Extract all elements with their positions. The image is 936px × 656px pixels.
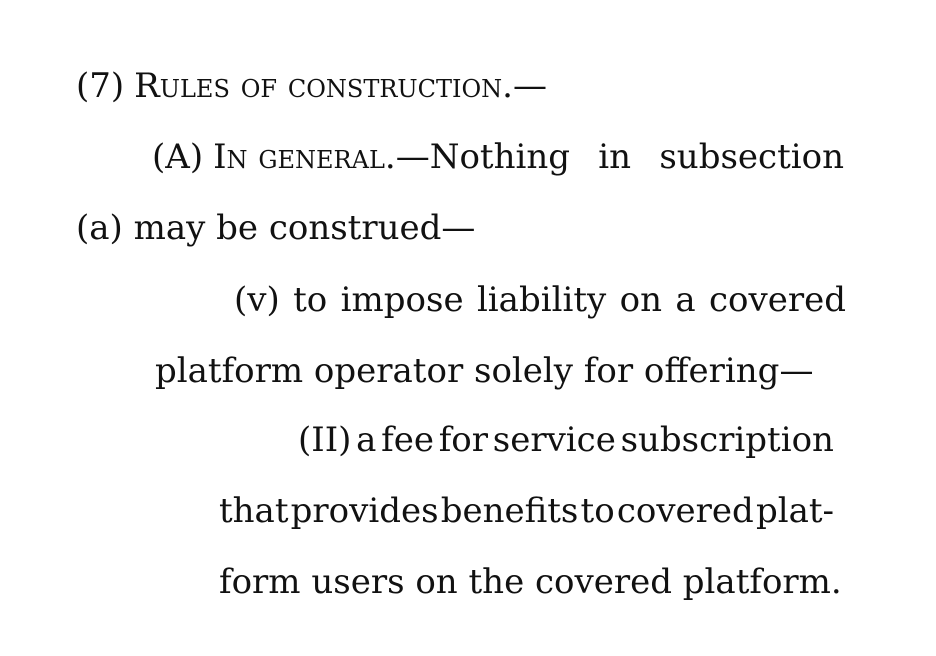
paragraph-7-line	[76, 66, 547, 106]
clause-number: (v)	[234, 280, 280, 320]
word: that	[219, 491, 289, 531]
subparagraph-heading: In general.—	[213, 137, 430, 177]
subparagraph-lead	[152, 137, 570, 177]
word: in	[598, 137, 632, 177]
word: to	[580, 491, 615, 531]
clause-v-line-1	[234, 280, 846, 320]
word: covered	[616, 491, 754, 531]
word: service	[492, 420, 616, 460]
word: fee	[381, 420, 434, 460]
subclause-number: (II)	[298, 420, 352, 460]
word: a	[356, 420, 377, 460]
word: provides	[290, 491, 439, 531]
word: on	[619, 280, 662, 320]
paragraph-a-line-1	[152, 137, 844, 177]
word: for	[438, 420, 489, 460]
paragraph-heading: Rules of construction.—	[134, 66, 547, 106]
subclause-ii-line-1	[298, 420, 834, 460]
word: covered	[709, 280, 846, 320]
word: impose	[340, 280, 464, 320]
subclause-ii-line-2	[219, 491, 834, 531]
subparagraph-number: (A)	[152, 137, 204, 177]
word: liability	[476, 280, 607, 320]
paragraph-a-line-2: (a) may be construed—	[76, 208, 476, 248]
word: to	[293, 280, 328, 320]
word: a	[675, 280, 696, 320]
subclause-ii-line-3: form users on the covered platform.	[219, 562, 842, 602]
word: plat-	[755, 491, 834, 531]
word: subsection	[659, 137, 844, 177]
word: Nothing	[429, 137, 571, 177]
clause-v-line-2: platform operator solely for offering—	[155, 351, 814, 391]
paragraph-number: (7)	[76, 66, 125, 106]
word: subscription	[620, 420, 834, 460]
word: benefits	[440, 491, 579, 531]
